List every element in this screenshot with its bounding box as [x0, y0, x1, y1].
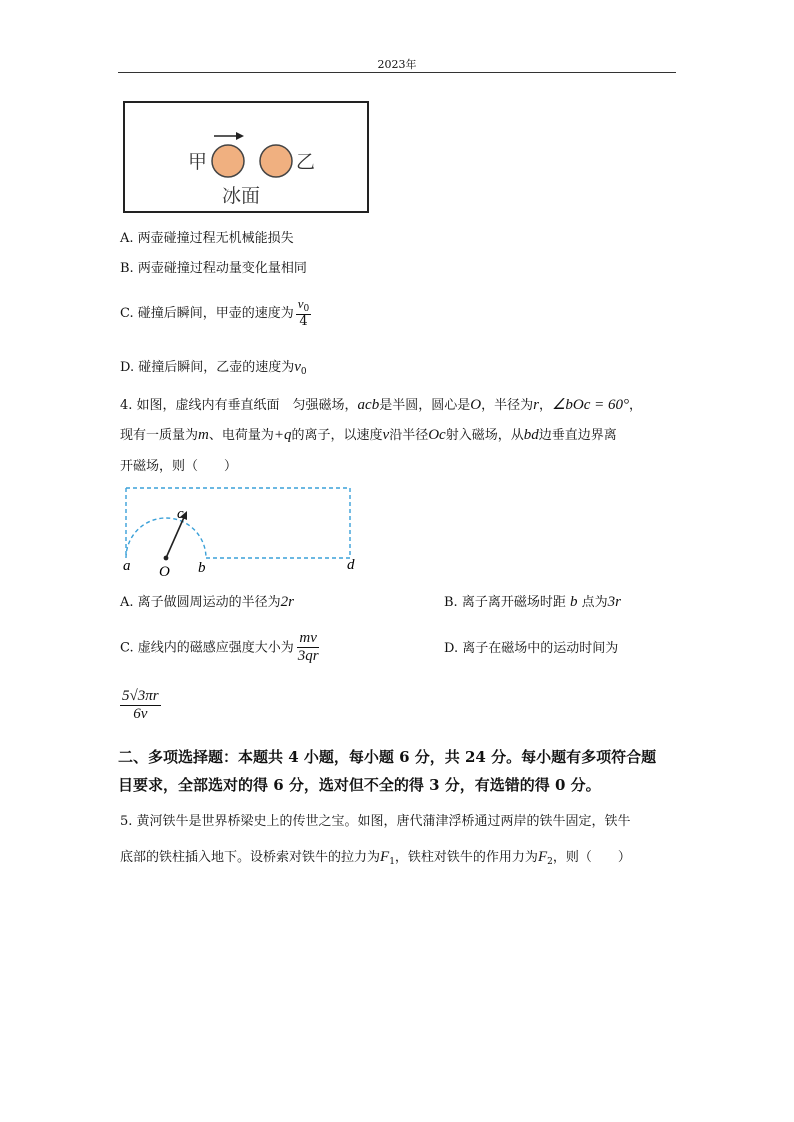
q3-option-c-text: C. 碰撞后瞬间，甲壶的速度为 — [120, 306, 294, 322]
label-yi: 乙 — [296, 151, 316, 173]
q3-option-c — [120, 297, 311, 330]
point-a: a — [123, 558, 131, 574]
q3-option-b: B. 两壶碰撞过程动量变化量相同 — [120, 261, 307, 276]
label-ice: 冰面 — [222, 185, 261, 207]
q4-option-c: C. 虚线内的磁感应强度大小为 $\frac{mv}{3qr}$ — [120, 630, 319, 665]
stone-jia — [212, 145, 244, 177]
curling-figure — [122, 100, 370, 214]
q3-option-a: A. 两壶碰撞过程无机械能损失 — [120, 231, 294, 246]
semicircle-acb — [126, 518, 206, 558]
magnetic-field-figure — [118, 484, 368, 578]
q4-option-c-fraction: $\frac{mv}{3qr}$ — [297, 630, 319, 665]
stone-yi — [260, 145, 292, 177]
q4-option-d: D. 离子在磁场中的运动时间为 — [444, 641, 619, 656]
q5-stem-line1: 5. 黄河铁牛是世界桥梁史上的传世之宝。如图，唐代蒲津浮桥通过两岸的铁牛固定，铁牛 — [120, 814, 631, 829]
section2-heading-line2: 目要求，全部选对的得 6 分，选对但不全的得 3 分，有选错的得 0 分。 — [118, 776, 601, 794]
point-o: O — [159, 564, 170, 578]
q4-stem-line3: 开磁场，则（ ） — [120, 459, 238, 474]
header-year: 2023年 — [377, 58, 417, 71]
q3-option-d: D. 碰撞后瞬间，乙壶的速度为$v_0$ — [120, 359, 307, 377]
q4-stem-line2: 现有一质量为m、电荷量为+q的离子，以速度v沿半径Oc射入磁场，从bd边垂直边界离 — [120, 427, 617, 443]
point-d: d — [347, 557, 355, 573]
point-c: c — [177, 506, 184, 522]
q4-option-d-answer: $\frac{5√3\pi r}{6v}$ — [122, 688, 159, 723]
q4-option-a: A. 离子做圆周运动的半径为2r — [120, 594, 294, 610]
field-boundary — [126, 488, 350, 558]
q4-option-b: B. 离子离开磁场时距 b 点为3r — [444, 594, 621, 610]
q5-stem-line2: 底部的铁柱插入地下。设桥索对铁牛的拉力为$F_1$，铁柱对铁牛的作用力为$F_2$，则（ ） — [120, 849, 631, 867]
center-point-o — [164, 556, 169, 561]
q4-stem-line1: 4. 如图，虚线内有垂直纸面 匀强磁场，acb是半圆，圆心是O，半径为r，∠bOc = 60°， — [120, 397, 643, 413]
section2-heading-line1: 二、多项选择题：本题共 4 小题，每小题 6 分，共 24 分。每小题有多项符合题 — [118, 748, 657, 766]
q3-option-c-fraction: $\frac{v_0}{4}$ — [297, 296, 310, 330]
label-jia: 甲 — [188, 151, 208, 173]
point-b: b — [198, 560, 206, 576]
header-rule — [118, 72, 676, 73]
